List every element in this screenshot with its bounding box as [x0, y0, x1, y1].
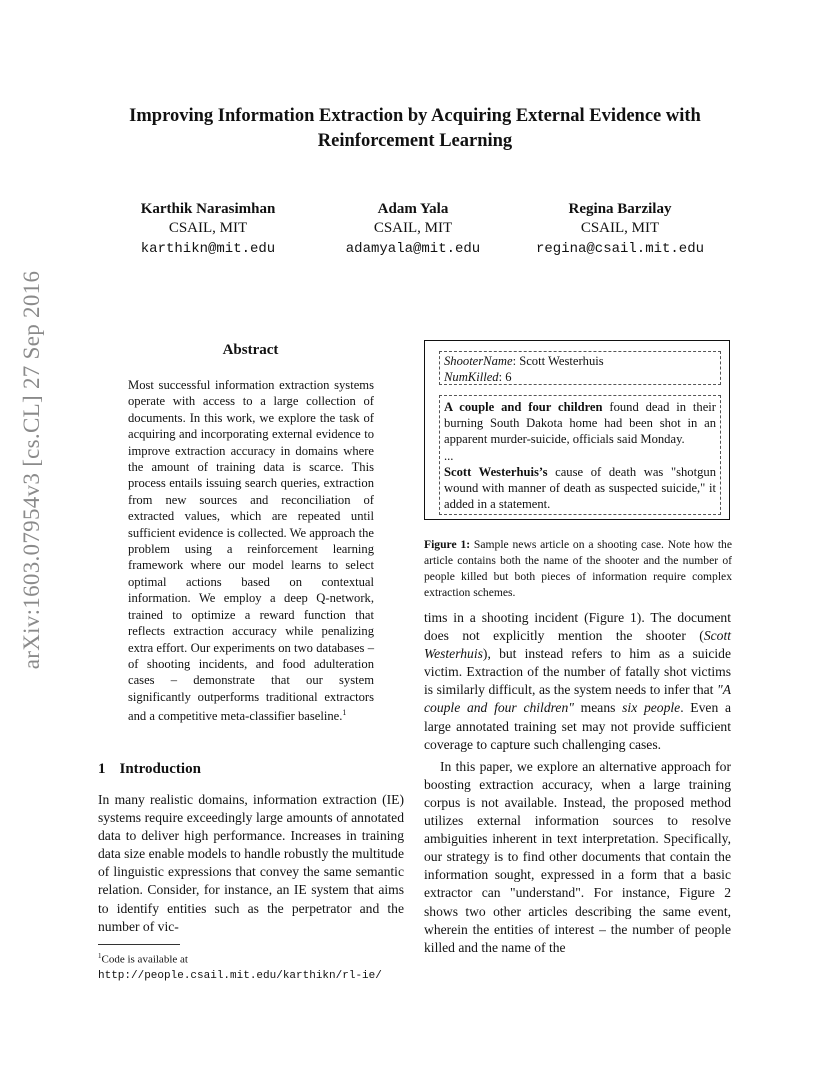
footnote-rule — [98, 944, 180, 945]
entity-highlight: Scott Westerhuis’s — [444, 464, 548, 479]
abstract-body — [128, 377, 374, 725]
author-email: karthikn@mit.edu — [140, 241, 276, 257]
section-heading — [98, 761, 201, 778]
figure-1 — [424, 340, 730, 520]
arxiv-identifier — [12, 270, 52, 670]
right-column-body — [424, 609, 731, 957]
entity-highlight: A couple and four children — [444, 400, 603, 414]
field-label: NumKilled — [444, 370, 499, 384]
body-text: . Even a large annotated training set may not provide sufficient coverage to capture such challenging cases. — [424, 700, 731, 752]
field-shooter-name — [444, 353, 716, 369]
excerpt-text: cause of death was "shotgun wound with manner of death as suspected suicide," it added in a statement. — [444, 464, 716, 512]
body-text: means — [573, 700, 623, 716]
author-affiliation: CSAIL, MIT — [373, 220, 453, 236]
author-email: regina@csail.mit.edu — [535, 241, 705, 257]
author-email: adamyala@mit.edu — [345, 241, 481, 257]
excerpt-paragraph — [444, 464, 716, 513]
emphasis-text: six people — [622, 700, 681, 716]
code-link[interactable]: http://people.csail.mit.edu/karthikn/rl-ie/ — [98, 969, 382, 982]
author-affiliation: CSAIL, MIT — [168, 220, 248, 236]
body-paragraph — [424, 609, 731, 754]
excerpt-paragraph — [444, 399, 716, 448]
excerpt-text: found dead in their burning South Dakota home had been shot in an apparent murder-suicide, officials said Monday. — [444, 400, 716, 447]
author-affiliation: CSAIL, MIT — [580, 220, 660, 236]
caption-label: Figure 1: — [424, 538, 471, 551]
author-block — [98, 200, 318, 259]
body-text: ), but instead refers to him as a suicide victim. Extraction of the number of fatally shot victims is similarly difficult, as the system needs to infer that — [424, 646, 731, 698]
footnote — [98, 949, 404, 984]
field-label: ShooterName — [444, 354, 513, 368]
body-text: tims in a shooting incident (Figure 1). The document does not explicitly mention the shooter ( — [424, 610, 731, 644]
extracted-fields-box — [439, 351, 721, 385]
field-value: : 6 — [498, 370, 512, 384]
section-number: 1 — [98, 761, 106, 777]
field-value: : Scott Westerhuis — [512, 354, 604, 368]
author-name: Adam Yala — [377, 201, 449, 217]
article-excerpt-box — [439, 395, 721, 515]
paper-title: Improving Information Extraction by Acquiring External Evidence with Reinforcement Learning — [129, 106, 701, 151]
figure-caption — [424, 537, 732, 601]
abstract-text: Most successful information extraction systems operate with access to a large collection of documents. In this work, we explore the task of acquiring and incorporating external evidence to improve extraction accuracy in domains where the amount of training data is scarce. This process entails issuing search queries, extraction from new sources and reconciliation of extracted values, which are repeated until sufficient evidence is collected. We approach the problem using a reinforcement learning framework where our model learns to select optimal actions based on contextual information. We employ a deep Q-network, trained to optimize a reward function that reflects extraction accuracy while penalizing extra effort. Our experiments on two databases – of shooting incidents, and food adulteration cases – demonstrate that our system significantly outperforms traditional extractors and a competitive meta-classifier baseline. — [128, 378, 374, 724]
field-num-killed — [444, 369, 716, 385]
author-name: Regina Barzilay — [568, 201, 672, 217]
footnote-text: Code is available at — [101, 953, 188, 966]
author-block — [303, 200, 523, 259]
intro-paragraph: In many realistic domains, information extraction (IE) systems require exceedingly large amounts of annotated data to deliver high performance. Increases in training data size enable models to handle robustly the multitude of linguistic expressions that convey the same semantic relation. Consider, for instance, an IE system that aims to identify entities such as the perpetrator and the number of vic- — [98, 792, 404, 934]
footnote-number: 1 — [98, 952, 102, 960]
arxiv-identifier-text: arXiv:1603.07954v3 [cs.CL] 27 Sep 2016 — [19, 270, 44, 670]
footnote-marker: 1 — [342, 708, 347, 718]
emphasis-text: "A couple and four children" — [424, 682, 731, 716]
author-name: Karthik Narasimhan — [140, 201, 276, 217]
abstract-heading: Abstract — [222, 342, 279, 358]
section-title: Introduction — [119, 761, 201, 777]
emphasis-text: Scott Westerhuis — [424, 628, 731, 662]
body-paragraph: In this paper, we explore an alternative approach for boosting extraction accuracy, when a large training corpus is not available. Instead, the proposed method utilizes external information sources to resolve ambiguities inherent in text interpretation. Specifically, our strategy is to find other documents that contain the information sought, expressed in a form that a basic extractor can "understand". For instance, Figure 2 shows two other articles describing the same event, wherein the entities of interest – the number of people killed and the name of the — [424, 758, 731, 955]
caption-text: Sample news article on a shooting case. Note how the article contains both the name of the shooter and the number of people killed but both pieces of information require complex extraction schemes. — [424, 538, 732, 599]
author-block — [510, 200, 730, 259]
excerpt-ellipsis: ... — [444, 448, 454, 463]
